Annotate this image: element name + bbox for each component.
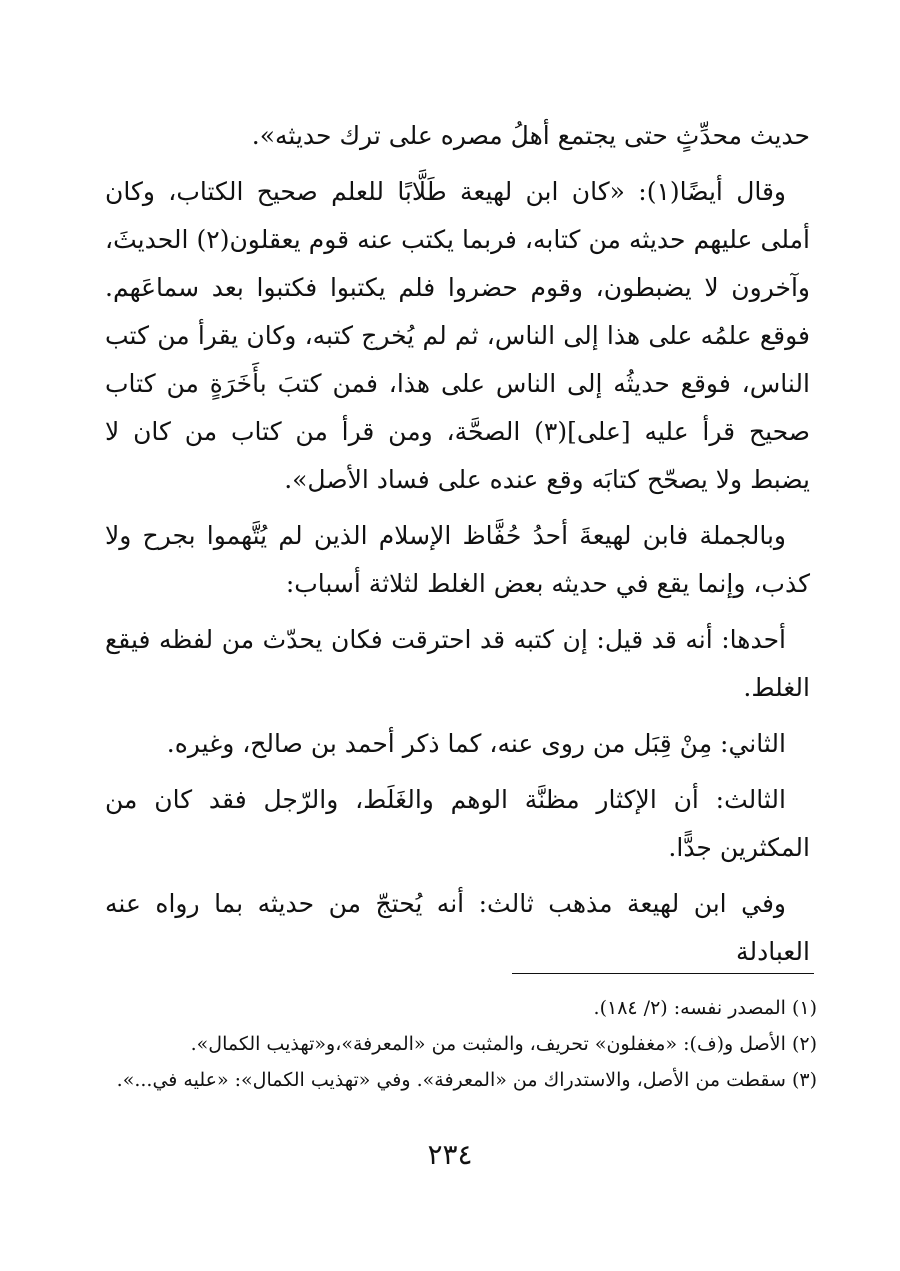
paragraph-1: حديث محدِّثٍ حتى يجتمع أهلُ مصره على ترك حديثه». — [251, 121, 810, 150]
page-number: ٢٣٤ — [427, 1138, 473, 1171]
paragraph-7: وفي ابن لهيعة مذهب ثالث: أنه يُحتجّ من حديثه بما رواه عنه العبادلة — [105, 889, 810, 966]
paragraph-5: الثاني: مِنْ قِبَل من روى عنه، كما ذكر أحمد بن صالح، وغيره. — [166, 729, 786, 758]
footnote-3: (٣) سقطت من الأصل، والاستدراك من «المعرفة». وفي «تهذيب الكمال»: «عليه في...». — [116, 1069, 817, 1091]
footnote-divider — [512, 973, 814, 974]
paragraph-6: الثالث: أن الإكثار مظنَّة الوهم والغَلَط، والرّجل فقد كان من المكثرين جدًّا. — [105, 785, 810, 862]
paragraph-3: وبالجملة فابن لهيعةَ أحدُ حُفَّاظ الإسلام الذين لم يُتَّهموا بجرح ولا كذب، وإنما يقع في حديثه بعض الغلط لثلاثة أسباب: — [105, 521, 810, 598]
footnote-1: (١) المصدر نفسه: (٢/ ١٨٤). — [593, 997, 817, 1019]
footnotes — [105, 990, 817, 1098]
paragraph-4: أحدها: أنه قد قيل: إن كتبه قد احترقت فكان يحدّث من لفظه فيقع الغلط. — [105, 625, 810, 702]
footnote-2: (٢) الأصل و(ف): «مغفلون» تحريف، والمثبت من «المعرفة»،و«تهذيب الكمال». — [190, 1033, 817, 1055]
paragraph-2: وقال أيضًا(١): «كان ابن لهيعة طَلَّابًا للعلم صحيح الكتاب، وكان أملى عليهم حديثه من كتابه، فربما يكتب عنه قوم يعقلون(٢) الحديثَ، وآخرون لا يضبطون، وقوم حضروا فلم يكتبوا فكتبوا بعد سماعَهم. فوقع علمُه على هذا إلى الناس، ثم لم يُخرج كتبه، وكان يقرأ من كتب الناس، فوقع حديثُه إلى الناس على هذا، فمن كتبَ بأَخَرَةٍ من كتاب صحيح قرأ عليه [على](٣) الصحَّة، ومن قرأ من كتاب من كان لا يضبط ولا يصحّح كتابَه وقع عنده على فساد الأصل». — [105, 177, 810, 494]
main-text — [105, 112, 810, 984]
